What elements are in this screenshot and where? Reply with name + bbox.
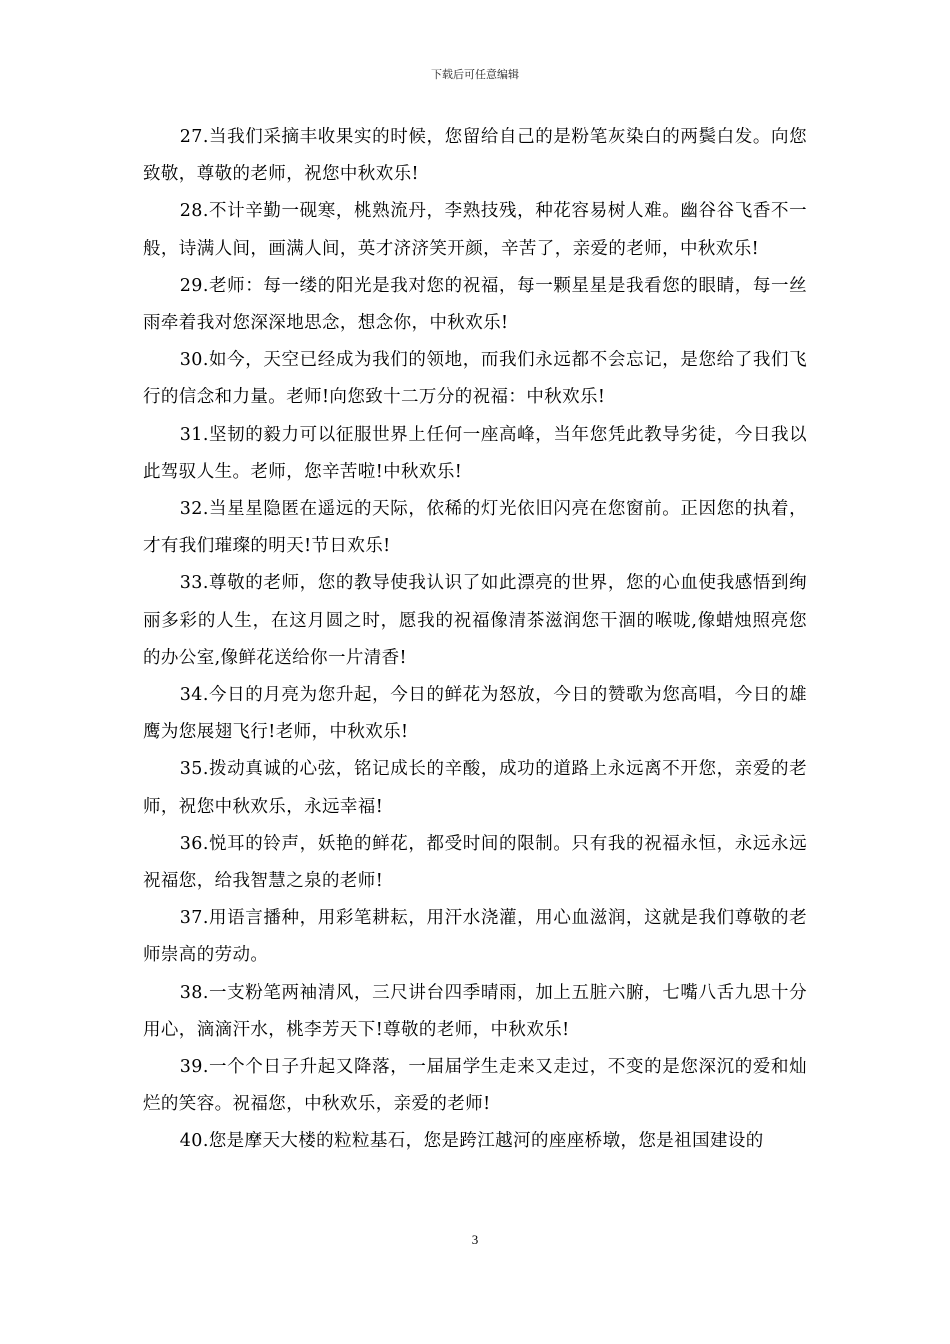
paragraph-36: 36.悦耳的铃声，妖艳的鲜花，都受时间的限制。只有我的祝福永恒，永远永远祝福您，给我智慧之泉的老师! — [143, 833, 807, 892]
paragraph-33: 33.尊敬的老师，您的教导使我认识了如此漂亮的世界，您的心血使我感悟到绚丽多彩的人生，在这月圆之时，愿我的祝福像清茶滋润您干涸的喉咙,像蜡烛照亮您的办公室,像鲜花送给你一片清香! — [143, 573, 807, 668]
paragraph-30: 30.如今，天空已经成为我们的领地，而我们永远都不会忘记，是您给了我们飞行的信念和力量。老师!向您致十二万分的祝福：中秋欢乐! — [143, 350, 807, 408]
page-header: 下载后可任意编辑 — [431, 68, 519, 81]
document-body — [143, 119, 807, 1161]
page-number: 3 — [471, 1232, 479, 1247]
paragraph-39: 39.一个个日子升起又降落，一届届学生走来又走过，不变的是您深沉的爱和灿烂的笑容。祝福您，中秋欢乐，亲爱的老师! — [143, 1057, 807, 1115]
paragraph-28: 28.不计辛勤一砚寒，桃熟流丹，李熟技残，种花容易树人难。幽谷谷飞香不一般，诗满人间，画满人间，英才济济笑开颜，辛苦了，亲爱的老师，中秋欢乐! — [143, 201, 807, 259]
paragraph-34: 34.今日的月亮为您升起，今日的鲜花为怒放，今日的赞歌为您高唱，今日的雄鹰为您展翅飞行!老师，中秋欢乐! — [143, 685, 807, 743]
paragraph-37: 37.用语言播种，用彩笔耕耘，用汗水浇灌，用心血滋润，这就是我们尊敬的老师崇高的劳动。 — [143, 908, 807, 966]
paragraph-40: 40.您是摩天大楼的粒粒基石，您是跨江越河的座座桥墩，您是祖国建设的 — [179, 1131, 764, 1152]
paragraph-31: 31.坚韧的毅力可以征服世界上任何一座高峰，当年您凭此教导劣徒，今日我以此驾驭人生。老师，您辛苦啦!中秋欢乐! — [143, 424, 807, 482]
paragraph-32: 32.当星星隐匿在遥远的天际，依稀的灯光依旧闪亮在您窗前。正因您的执着，才有我们璀璨的明天!节日欢乐! — [143, 499, 807, 557]
paragraph-29: 29.老师：每一缕的阳光是我对您的祝福，每一颗星星是我看您的眼睛，每一丝雨牵着我对您深深地思念，想念你，中秋欢乐! — [143, 275, 807, 334]
paragraph-27: 27.当我们采摘丰收果实的时候，您留给自己的是粉笔灰染白的两鬓白发。向您致敬，尊敬的老师，祝您中秋欢乐! — [143, 127, 807, 185]
paragraph-35: 35.拨动真诚的心弦，铭记成长的辛酸，成功的道路上永远离不开您，亲爱的老师，祝您中秋欢乐，永远幸福! — [143, 759, 807, 817]
paragraph-38: 38.一支粉笔两袖清风，三尺讲台四季晴雨，加上五脏六腑，七嘴八舌九思十分用心，滴滴汗水，桃李芳天下!尊敬的老师，中秋欢乐! — [143, 982, 807, 1040]
